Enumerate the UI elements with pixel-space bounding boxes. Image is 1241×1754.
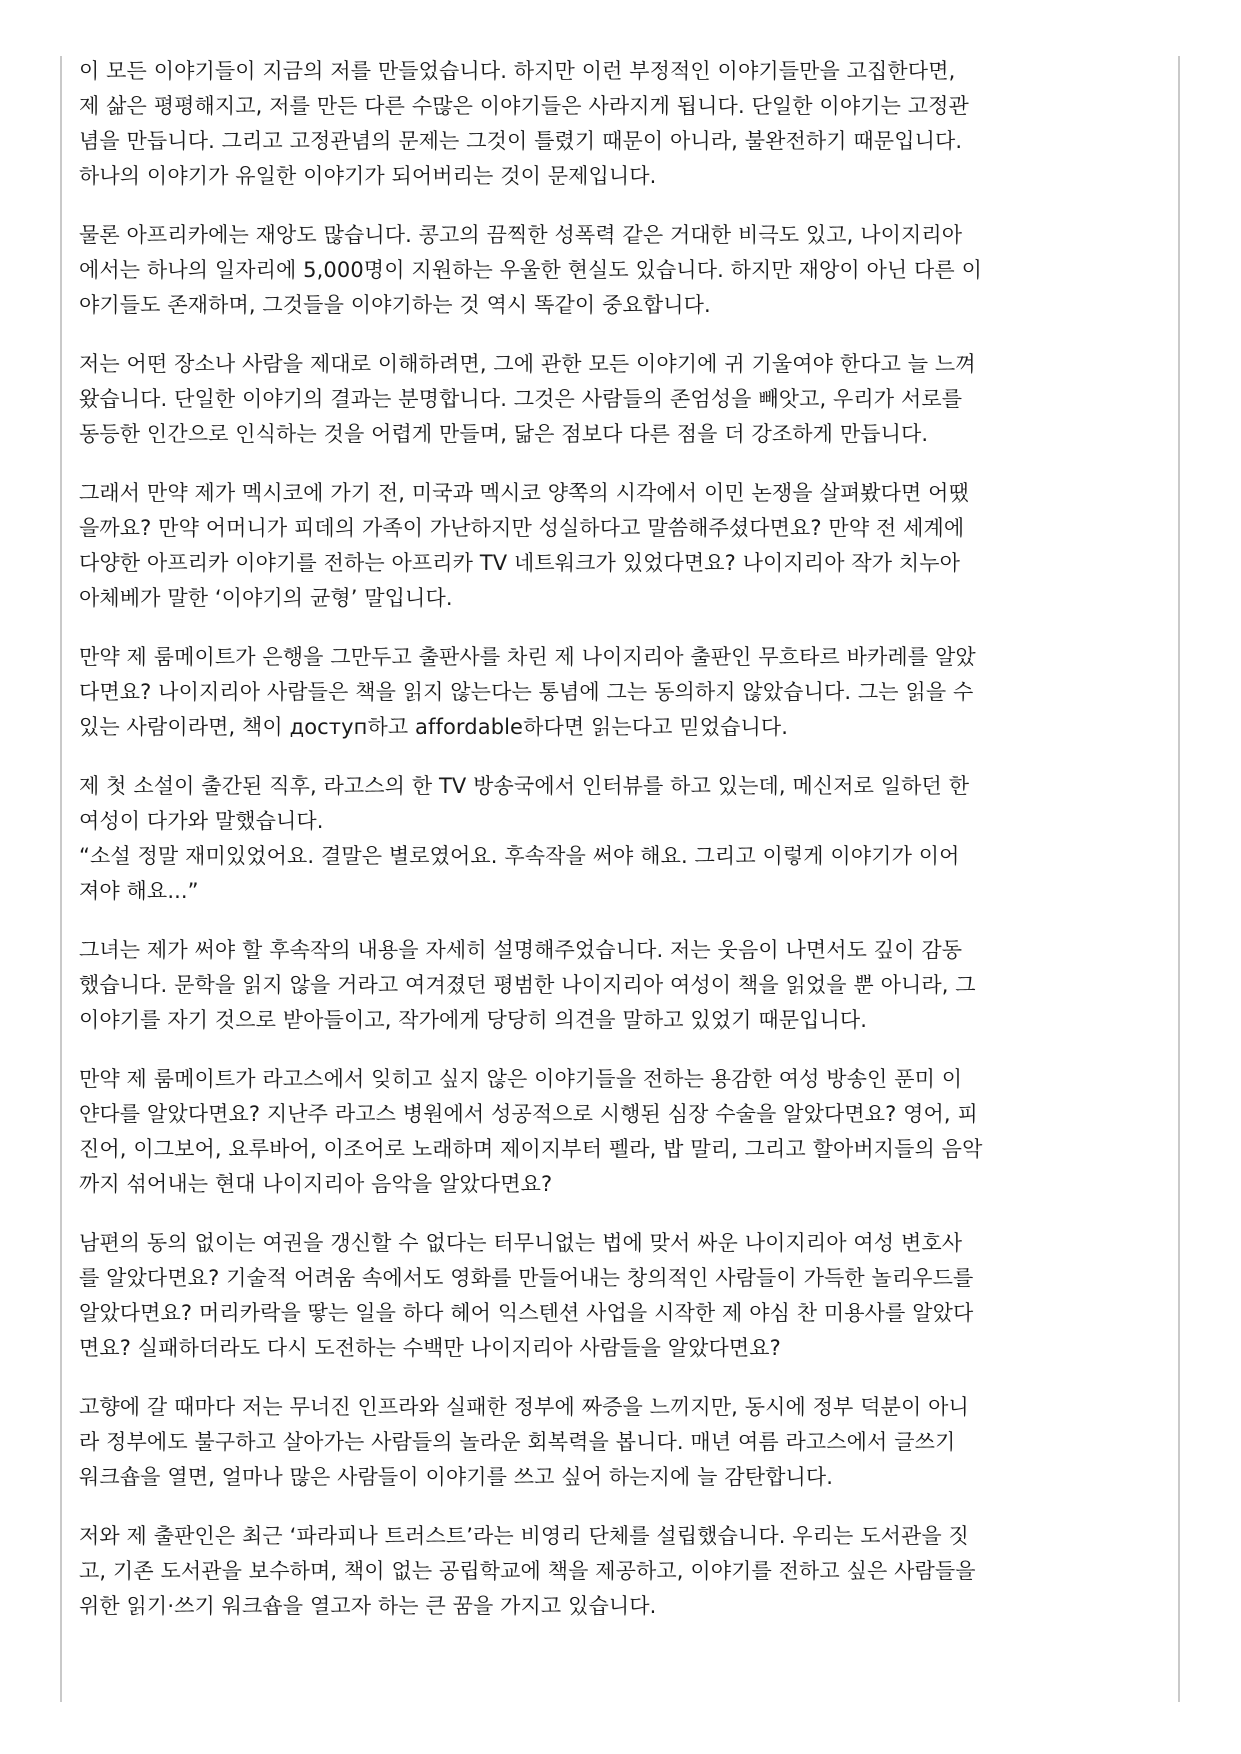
- text-line: 여성이 다가와 말했습니다.: [79, 809, 324, 833]
- document-body: [79, 54, 1165, 1648]
- text-line: 만약 제 룸메이트가 라고스에서 잊히고 싶지 않은 이야기들을 전하는 용감한 여성 방송인 푼미 이: [79, 1067, 963, 1091]
- text-line: 저와 제 출판인은 최근 ‘파라피나 트러스트’라는 비영리 단체를 설립했습니다. 우리는 도서관을 짓: [79, 1524, 969, 1548]
- paragraph: [79, 1226, 1165, 1366]
- text-line: 알았다면요? 머리카락을 땋는 일을 하다 헤어 익스텐션 사업을 시작한 제 야심 찬 미용사를 알았다: [79, 1301, 974, 1325]
- text-line: 야기들도 존재하며, 그것들을 이야기하는 것 역시 똑같이 중요합니다.: [79, 293, 711, 317]
- paragraph: [79, 1519, 1165, 1624]
- text-line: 저는 어떤 장소나 사람을 제대로 이해하려면, 그에 관한 모든 이야기에 귀 기울여야 한다고 늘 느껴: [79, 352, 976, 376]
- paragraph: [79, 476, 1165, 616]
- text-line: 있는 사람이라면, 책이 доступ하고 affordable하다면 읽는다고 믿었습니다.: [79, 715, 789, 739]
- text-line: 면요? 실패하더라도 다시 도전하는 수백만 나이지리아 사람들을 알았다면요?: [79, 1336, 781, 1360]
- paragraph: [79, 769, 1165, 909]
- paragraph: [79, 1390, 1165, 1495]
- text-line: 위한 읽기·쓰기 워크숍을 열고자 하는 큰 꿈을 가지고 있습니다.: [79, 1594, 657, 1618]
- text-line: 얀다를 알았다면요? 지난주 라고스 병원에서 성공적으로 시행된 심장 수술을 알았다면요? 영어, 피: [79, 1102, 978, 1126]
- text-line: 워크숍을 열면, 얼마나 많은 사람들이 이야기를 쓰고 싶어 하는지에 늘 감탄합니다.: [79, 1465, 834, 1489]
- paragraph: [79, 640, 1165, 745]
- text-line: 하나의 이야기가 유일한 이야기가 되어버리는 것이 문제입니다.: [79, 164, 657, 188]
- text-line: 아체베가 말한 ‘이야기의 균형’ 말입니다.: [79, 586, 453, 610]
- text-line: 에서는 하나의 일자리에 5,000명이 지원하는 우울한 현실도 있습니다. 하지만 재앙이 아닌 다른 이: [79, 258, 982, 282]
- paragraph: [79, 218, 1165, 323]
- paragraph: [79, 1062, 1165, 1202]
- text-line: 다양한 아프리카 이야기를 전하는 아프리카 TV 네트워크가 있었다면요? 나이지리아 작가 치누아: [79, 551, 961, 575]
- paragraph: [79, 933, 1165, 1038]
- text-line: 했습니다. 문학을 읽지 않을 거라고 여겨졌던 평범한 나이지리아 여성이 책을 읽었을 뿐 아니라, 그: [79, 973, 976, 997]
- text-line: 그래서 만약 제가 멕시코에 가기 전, 미국과 멕시코 양쪽의 시각에서 이민 논쟁을 살펴봤다면 어땠: [79, 481, 969, 505]
- text-line: 념을 만듭니다. 그리고 고정관념의 문제는 그것이 틀렸기 때문이 아니라, 불완전하기 때문입니다.: [79, 129, 963, 153]
- text-line: 라 정부에도 불구하고 살아가는 사람들의 놀라운 회복력을 봅니다. 매년 여름 라고스에서 글쓰기: [79, 1430, 956, 1454]
- text-line: 왔습니다. 단일한 이야기의 결과는 분명합니다. 그것은 사람들의 존엄성을 빼앗고, 우리가 서로를: [79, 387, 963, 411]
- text-line: 제 첫 소설이 출간된 직후, 라고스의 한 TV 방송국에서 인터뷰를 하고 있는데, 메신저로 일하던 한: [79, 774, 970, 798]
- text-line: 를 알았다면요? 기술적 어려움 속에서도 영화를 만들어내는 창의적인 사람들이 가득한 놀리우드를: [79, 1266, 974, 1290]
- text-line: 진어, 이그보어, 요루바어, 이조어로 노래하며 제이지부터 펠라, 밥 말리, 그리고 할아버지들의 음악: [79, 1137, 983, 1161]
- text-line: 고향에 갈 때마다 저는 무너진 인프라와 실패한 정부에 짜증을 느끼지만, 동시에 정부 덕분이 아니: [79, 1395, 969, 1419]
- text-line: 까지 섞어내는 현대 나이지리아 음악을 알았다면요?: [79, 1172, 553, 1196]
- text-line: 이 모든 이야기들이 지금의 저를 만들었습니다. 하지만 이런 부정적인 이야기들만을 고집한다면,: [79, 59, 956, 83]
- text-line: 다면요? 나이지리아 사람들은 책을 읽지 않는다는 통념에 그는 동의하지 않았습니다. 그는 읽을 수: [79, 680, 974, 704]
- text-line: 동등한 인간으로 인식하는 것을 어렵게 만들며, 닮은 점보다 다른 점을 더 강조하게 만듭니다.: [79, 422, 929, 446]
- text-line: 을까요? 만약 어머니가 피데의 가족이 가난하지만 성실하다고 말씀해주셨다면요? 만약 전 세계에: [79, 516, 965, 540]
- text-line: 그녀는 제가 써야 할 후속작의 내용을 자세히 설명해주었습니다. 저는 웃음이 나면서도 깊이 감동: [79, 938, 963, 962]
- text-line: 만약 제 룸메이트가 은행을 그만두고 출판사를 차린 제 나이지리아 출판인 무흐타르 바카레를 알았: [79, 645, 976, 669]
- paragraph: [79, 54, 1165, 194]
- paragraph: [79, 347, 1165, 452]
- text-line: 제 삶은 평평해지고, 저를 만든 다른 수많은 이야기들은 사라지게 됩니다. 단일한 이야기는 고정관: [79, 94, 969, 118]
- text-line: 이야기를 자기 것으로 받아들이고, 작가에게 당당히 의견을 말하고 있었기 때문입니다.: [79, 1008, 868, 1032]
- text-line: 물론 아프리카에는 재앙도 많습니다. 콩고의 끔찍한 성폭력 같은 거대한 비극도 있고, 나이지리아: [79, 223, 963, 247]
- text-line: 남편의 동의 없이는 여권을 갱신할 수 없다는 터무니없는 법에 맞서 싸운 나이지리아 여성 변호사: [79, 1231, 963, 1255]
- text-line: 져야 해요...”: [79, 879, 199, 903]
- text-line: “소설 정말 재미있었어요. 결말은 별로였어요. 후속작을 써야 해요. 그리고 이렇게 이야기가 이어: [79, 844, 960, 868]
- text-line: 고, 기존 도서관을 보수하며, 책이 없는 공립학교에 책을 제공하고, 이야기를 전하고 싶은 사람들을: [79, 1559, 976, 1583]
